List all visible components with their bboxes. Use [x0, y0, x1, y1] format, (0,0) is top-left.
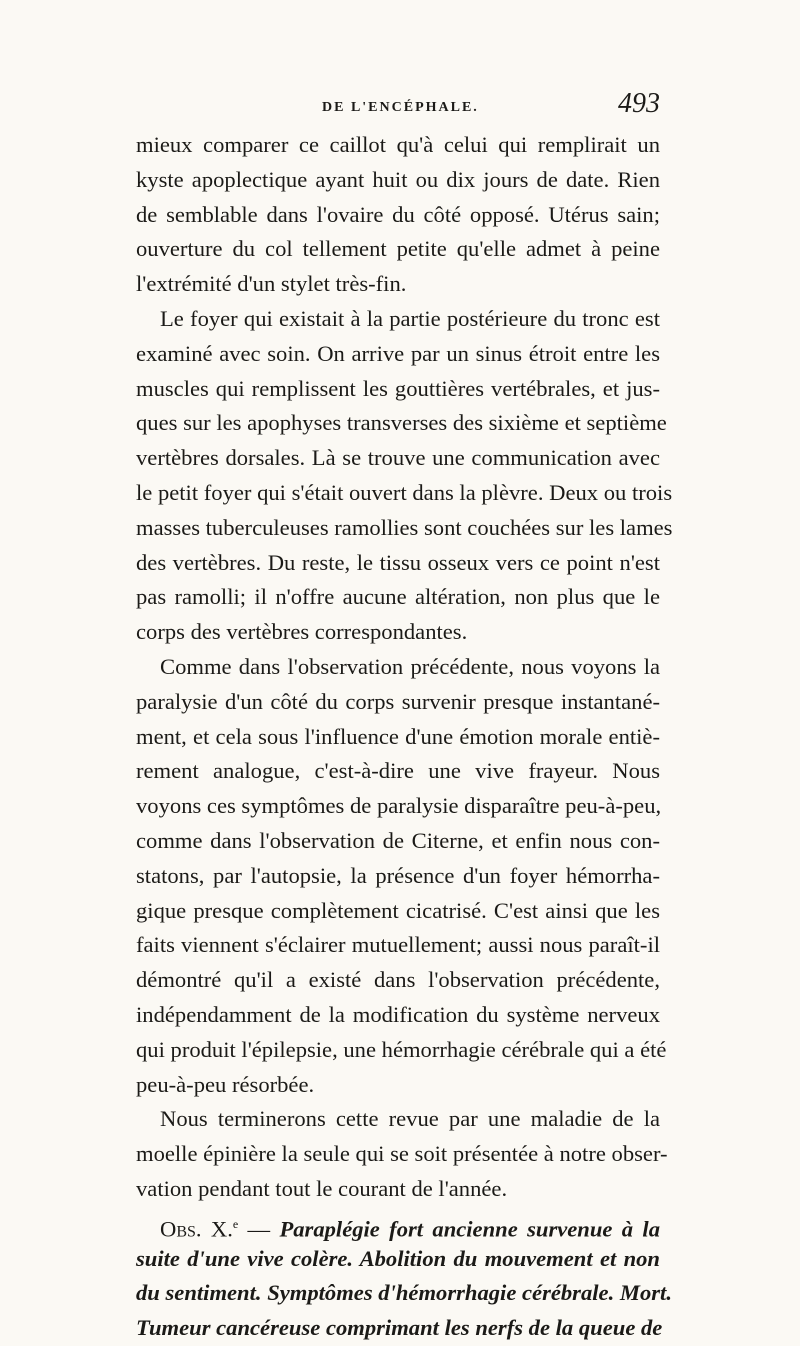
- text-line: Tumeur cancéreuse comprimant les nerfs de la queue de: [136, 1315, 663, 1341]
- text-line: le petit foyer qui s'était ouvert dans la plèvre. Deux ou trois: [136, 479, 673, 505]
- text-line: [136, 1207, 660, 1242]
- observation-dash: —: [238, 1216, 280, 1242]
- observation-heading: [136, 1207, 672, 1346]
- text-line: voyons ces symptômes de paralysie disparaître peu-à-peu,: [136, 793, 662, 819]
- text-line: suite d'une vive colère. Abolition du mouvement et non: [136, 1245, 660, 1271]
- text-line: ouverture du col tellement petite qu'elle admet à peine: [136, 236, 660, 262]
- body-text: [136, 128, 673, 1346]
- text-line: des vertèbres. Du reste, le tissu osseux vers ce point n'est: [136, 549, 660, 575]
- text-line: vertèbres dorsales. Là se trouve une communication avec: [136, 445, 660, 471]
- text-line: qui produit l'épilepsie, une hémorrhagie cérébrale qui a été: [136, 1036, 667, 1062]
- text-line: vation pendant tout le courant de l'année.: [136, 1175, 508, 1201]
- text-line: Comme dans l'observation précédente, nous voyons la: [160, 653, 660, 679]
- text-line: rement analogue, c'est-à-dire une vive frayeur. Nous: [136, 758, 660, 784]
- text-line: ques sur les apophyses transverses des sixième et septième: [136, 410, 667, 436]
- text-line: ment, et cela sous l'influence d'une émotion morale entiè-: [136, 723, 660, 749]
- text-line: faits viennent s'éclairer mutuellement; aussi nous paraît-il: [136, 932, 660, 958]
- running-title: DE L'ENCÉPHALE.: [322, 100, 479, 115]
- text-line: de semblable dans l'ovaire du côté opposé. Utérus sain;: [136, 201, 660, 227]
- text-line: l'extrémité d'un stylet très-fin.: [136, 271, 407, 297]
- observation-label: Obs. X.: [160, 1216, 233, 1242]
- text-line: statons, par l'autopsie, la présence d'un foyer hémorrha-: [136, 862, 660, 888]
- text-line: moelle épinière la seule qui se soit présentée à notre obser-: [136, 1141, 668, 1167]
- running-head: [0, 84, 800, 124]
- text-line: Nous terminerons cette revue par une maladie de la: [160, 1106, 660, 1132]
- text-line: kyste apoplectique ayant huit ou dix jours de date. Rien: [136, 166, 660, 192]
- text-line: examiné avec soin. On arrive par un sinus étroit entre les: [136, 340, 660, 366]
- paragraph: [136, 1102, 668, 1206]
- paragraph: [136, 128, 660, 302]
- text-line: Le foyer qui existait à la partie postérieure du tronc est: [160, 305, 660, 331]
- text-line: comme dans l'observation de Citerne, et enfin nous con-: [136, 827, 660, 853]
- text-line: mieux comparer ce caillot qu'à celui qui remplirait un: [136, 132, 660, 157]
- text-line: masses tuberculeuses ramollies sont couchées sur les lames: [136, 514, 673, 540]
- text-line: pas ramolli; il n'offre aucune altération, non plus que le: [136, 584, 660, 610]
- observation-title: Paraplégie fort ancienne survenue à la: [279, 1216, 660, 1242]
- text-line: corps des vertèbres correspondantes.: [136, 619, 468, 645]
- paragraph: [136, 650, 667, 1102]
- text-line: du sentiment. Symptômes d'hémorrhagie cérébrale. Mort.: [136, 1280, 672, 1306]
- text-line: démontré qu'il a existé dans l'observation précédente,: [136, 967, 660, 993]
- paragraph: [136, 302, 673, 650]
- text-line: peu-à-peu résorbée.: [136, 1071, 315, 1097]
- page-number: 493: [618, 88, 660, 119]
- text-line: gique presque complètement cicatrisé. C'est ainsi que les: [136, 897, 660, 923]
- text-line: muscles qui remplissent les gouttières vertébrales, et jus-: [136, 375, 660, 401]
- text-line: paralysie d'un côté du corps survenir presque instantané-: [136, 688, 660, 714]
- observation-superscript: e: [232, 1216, 239, 1231]
- text-line: indépendamment de la modification du système nerveux: [136, 1001, 660, 1027]
